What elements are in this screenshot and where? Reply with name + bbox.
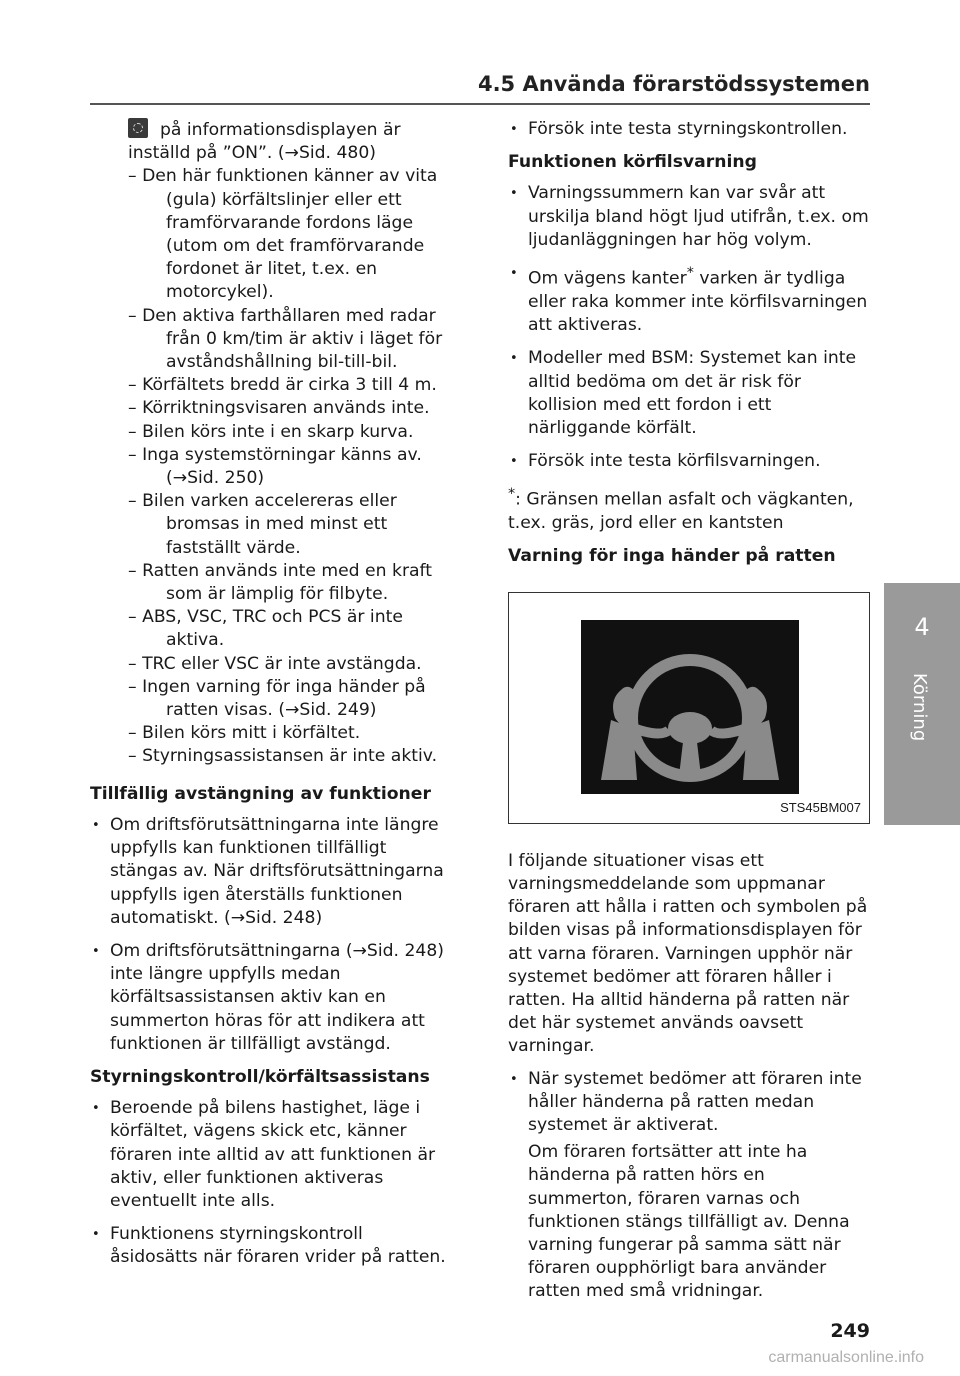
hands-off-wheel-icon [581,620,799,794]
footnote-text: : Gränsen mellan asfalt och vägkanten, t.ex. gräs, jord eller en kantsten [508,490,854,534]
condition-item: – Bilen körs mitt i körfältet. [128,722,452,745]
chapter-label: Körning [909,673,930,742]
condition-item: – Ratten används inte med en kraft som är lämplig för filbyte. [128,560,452,606]
intro-line-1: på informationsdisplayen är [160,120,401,140]
bullet-item: • Modeller med BSM: Systemet kan inte alltid bedöma om det är risk för kollision med ett fordon i ett närliggande körfält. [508,347,870,440]
footnote [508,483,870,535]
bullet-item: • När systemet bedömer att föraren inte håller händerna på ratten medan systemet är aktiverat. [508,1068,870,1138]
conditions-list [90,118,452,769]
figure-code: STS45BM007 [780,799,861,815]
heading-hands-off-warning: Varning för inga händer på ratten [508,545,836,566]
bullet-item: • Försök inte testa körfilsvarningen. [508,450,870,473]
bullet-item: • Om driftsförutsättningarna inte längre uppfylls kan funktionen tillfälligt stängas av. När driftsförutsättningarna uppfylls igen återställs funktionen automatiskt. (→Sid. 248) [90,814,452,930]
condition-item: – Körriktningsvisaren används inte. [128,397,452,420]
footnote-mark: * [508,486,516,503]
condition-item: – TRC eller VSC är inte avstängda. [128,653,452,676]
lane-assist-settings-icon [128,118,148,138]
condition-item: – Ingen varning för inga händer på ratten visas. (→Sid. 249) [128,676,452,722]
right-column [508,118,870,1304]
bullet-item: • Om driftsförutsättningarna (→Sid. 248) inte längre uppfylls medan körfältsassistansen aktiv kan en summerton höras för att indikera att funktionen är tillfälligt avstängd. [90,940,452,1056]
condition-item: – Bilen varken accelereras eller bromsas in med minst ett fastställt värde. [128,490,452,560]
footnote-ref: * [686,265,694,282]
page-number: 249 [830,1320,870,1342]
bullet-item: • Funktionens styrningskontroll åsidosätts när föraren vrider på ratten. [90,1223,452,1269]
heading-steering-control: Styrningskontroll/körfältsassistans [90,1066,430,1087]
chapter-number: 4 [914,613,930,641]
watermark: carmanualsonline.info [768,1349,924,1366]
header-divider [90,103,870,105]
condition-item: – Körfältets bredd är cirka 3 till 4 m. [128,374,452,397]
paragraph: I följande situationer visas ett varningsmeddelande som uppmanar föraren att hålla i ratten och symbolen på bilden visas på informationsdisplayen för att varna föraren. Varningen upphör när systemet bedömer att föraren håller i ratten. Ha alltid händerna på ratten när det här systemet används oavsett varningar. [508,850,868,1057]
bullet-item: • Varningssummern kan var svår att urskilja bland högt ljud utifrån, t.ex. om ljudanläggningen har hög volym. [508,182,870,252]
bullet-text-start: Om vägens kanter [528,268,687,289]
bullet-item: • Beroende på bilens hastighet, läge i körfältet, vägens skick etc, känner föraren inte alltid av att funktionen är aktiv, eller funktionen aktiveras eventuellt inte alls. [90,1097,452,1213]
chapter-tab [884,583,960,825]
section-title: 4.5 Använda förarstödssystemen [477,72,870,96]
paragraph: Om föraren fortsätter att inte ha händerna på ratten hörs en summerton, föraren varnas och funktionen stängs tillfälligt av. Denna varning fungerar på samma sätt när föraren oupphörligt bara använder ratten med små vridningar. [528,1142,850,1302]
warning-display [581,620,799,794]
bullet-item [508,262,870,337]
condition-item: – ABS, VSC, TRC och PCS är inte aktiva. [128,606,452,652]
heading-temporary-off: Tillfällig avstängning av funktioner [90,783,431,804]
heading-lane-warning: Funktionen körfilsvarning [508,152,757,173]
condition-item: – Den här funktionen känner av vita (gula) körfältslinjer eller ett framförvarande fordons läge (utom om det framförvarande fordonet är litet, t.ex. en motorcykel). [128,165,452,304]
hands-off-figure [508,592,870,824]
condition-item: – Bilen körs inte i en skarp kurva. [128,421,452,444]
intro-line-2: inställd på ”ON”. (→Sid. 480) [128,143,376,164]
condition-item: – Den aktiva farthållaren med radar från 0 km/tim är aktiv i läget för avståndshållning bil-till-bil. [128,305,452,375]
condition-item: – Styrningsassistansen är inte aktiv. [128,745,452,768]
left-column [90,118,452,1280]
condition-item: – Inga systemstörningar känns av. (→Sid. 250) [128,444,452,490]
bullet-item: • Försök inte testa styrningskontrollen. [508,118,870,141]
bullet-text-end: varken är tydliga eller raka kommer inte körfilsvarningen att aktiveras. [528,268,868,336]
